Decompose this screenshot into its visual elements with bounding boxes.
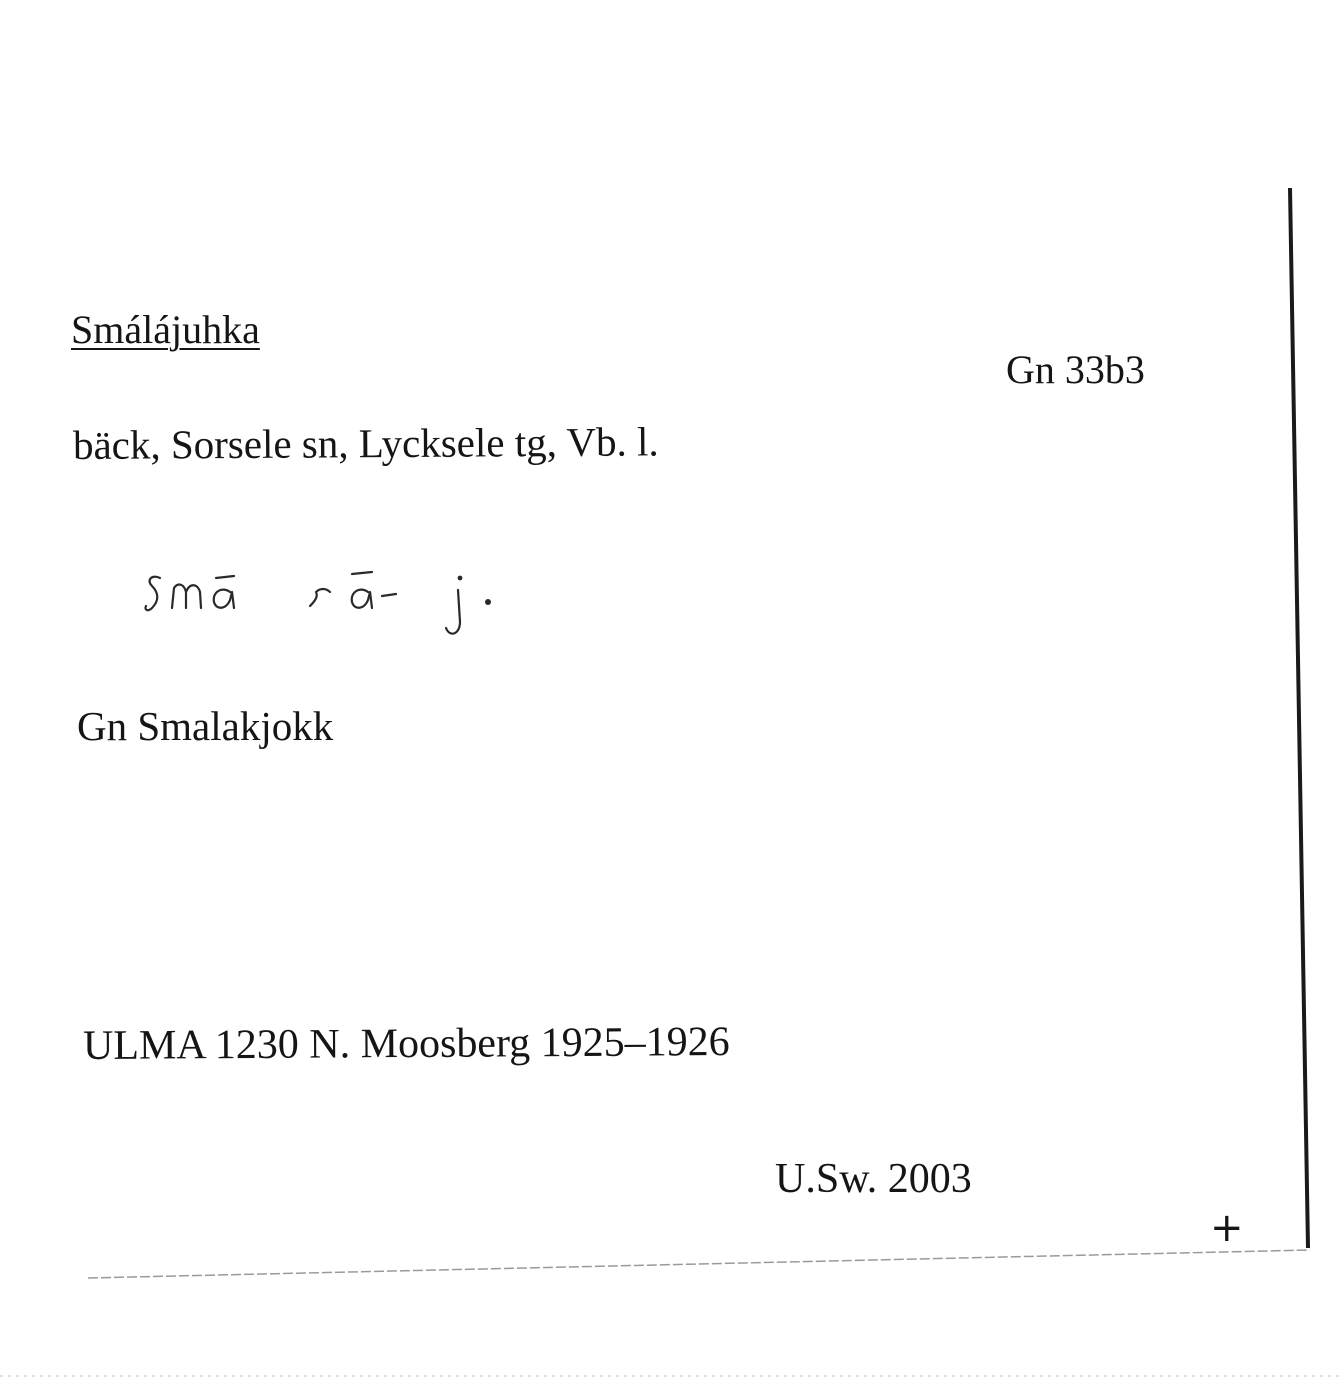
reference-code: Gn 33b3	[1006, 347, 1145, 392]
place-description: bäck, Sorsele sn, Lycksele tg, Vb. l.	[72, 418, 659, 468]
signature: U.Sw. 2003	[775, 1156, 972, 1202]
gn-name: Gn Smalakjokk	[77, 703, 334, 749]
headword: Smálájuhka	[71, 307, 260, 352]
bottom-edge-line	[88, 1250, 1310, 1278]
right-edge-line	[1290, 188, 1308, 1248]
plus-mark: +	[1210, 1205, 1244, 1251]
source-reference: ULMA 1230 N. Moosberg 1925–1926	[82, 1019, 730, 1069]
